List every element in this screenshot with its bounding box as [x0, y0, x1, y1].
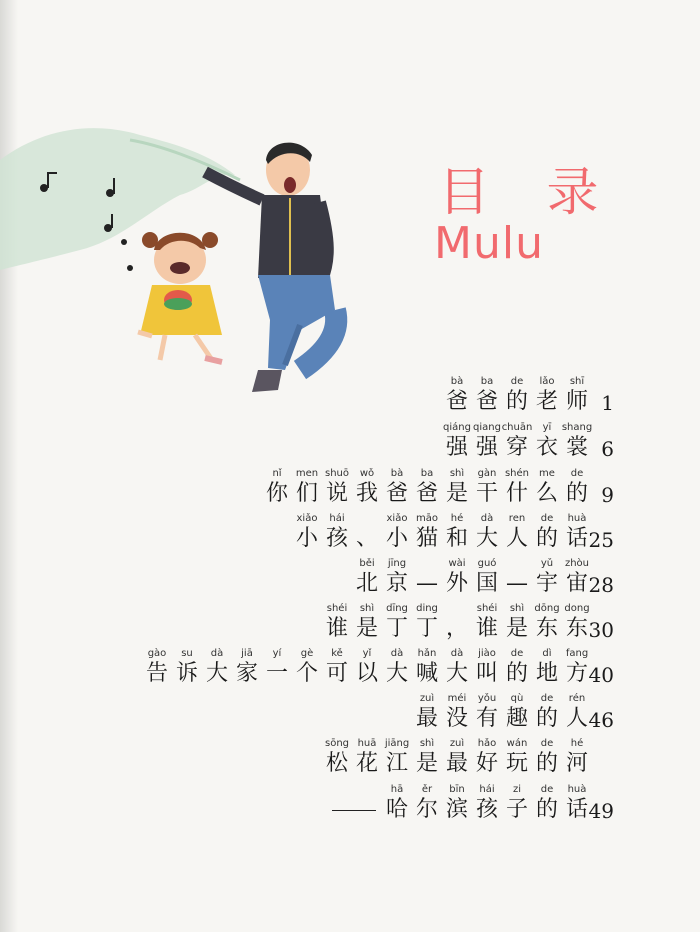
- character-with-pinyin: [352, 557, 382, 597]
- pinyin: kě: [331, 648, 343, 659]
- hanzi: 东: [535, 616, 558, 641]
- pinyin: dà: [390, 648, 404, 659]
- pinyin: de: [570, 468, 584, 479]
- character-with-pinyin: [322, 512, 352, 552]
- character-with-pinyin: [442, 647, 472, 687]
- toc-entry[interactable]: [292, 512, 592, 552]
- pinyin: bà: [450, 376, 464, 387]
- toc-page-number: 6: [601, 437, 614, 461]
- toc-entry[interactable]: [352, 557, 592, 597]
- character-with-pinyin: [322, 647, 352, 687]
- character-with-pinyin: [442, 737, 472, 777]
- hanzi: 大: [385, 661, 408, 686]
- hanzi: 宇: [535, 571, 558, 596]
- character-with-pinyin: [442, 602, 472, 642]
- hanzi: 滨: [445, 797, 468, 822]
- hanzi: 告: [145, 661, 168, 686]
- pinyin: wán: [506, 738, 528, 749]
- hanzi: 你: [265, 481, 288, 506]
- hanzi: 没: [445, 706, 468, 731]
- hanzi: 穿: [505, 435, 528, 460]
- pinyin: huà: [567, 513, 587, 524]
- character-with-pinyin: [532, 737, 562, 777]
- hanzi: 丁: [385, 616, 408, 641]
- character-with-pinyin: [502, 467, 532, 507]
- pinyin: huà: [567, 784, 587, 795]
- pinyin: rén: [568, 693, 586, 704]
- hanzi: 花: [355, 751, 378, 776]
- character-with-pinyin: [472, 467, 502, 507]
- toc-page-number: 46: [588, 708, 614, 732]
- pinyin: yǒu: [477, 693, 497, 704]
- pinyin: jiào: [478, 648, 496, 659]
- pinyin: de: [540, 513, 554, 524]
- toc-entry-title: [322, 602, 592, 642]
- hanzi: 河: [565, 751, 588, 776]
- toc-entry[interactable]: [322, 737, 592, 777]
- character-with-pinyin: [382, 602, 412, 642]
- hanzi: 人: [505, 526, 528, 551]
- character-with-pinyin: [382, 512, 412, 552]
- hanzi: 子: [505, 797, 528, 822]
- character-with-pinyin: [442, 421, 472, 461]
- character-with-pinyin: [532, 512, 562, 552]
- hanzi: 强: [475, 435, 498, 460]
- dash-divider: [332, 810, 376, 811]
- hanzi: 方: [565, 661, 588, 686]
- character-with-pinyin: [382, 737, 412, 777]
- hanzi: 们: [295, 481, 318, 506]
- character-with-pinyin: [382, 557, 412, 597]
- character-with-pinyin: [502, 647, 532, 687]
- pinyin: wài: [448, 558, 466, 569]
- pinyin: zuì: [449, 738, 465, 749]
- toc-entry-title: [322, 737, 592, 777]
- character-with-pinyin: [502, 512, 532, 552]
- hanzi: 喊: [415, 661, 438, 686]
- pinyin: běi: [359, 558, 375, 569]
- hanzi: 什: [505, 481, 528, 506]
- character-with-pinyin: [472, 692, 502, 732]
- hanzi: 个: [295, 661, 318, 686]
- pinyin: hái: [329, 513, 345, 524]
- pinyin: huā: [357, 738, 377, 749]
- toc-entry[interactable]: [322, 602, 592, 642]
- toc-entry[interactable]: [142, 647, 592, 687]
- page-title-pinyin: Mulu: [434, 218, 544, 269]
- pinyin: māo: [416, 513, 438, 524]
- toc-page-number: 1: [601, 391, 614, 415]
- character-with-pinyin: [502, 737, 532, 777]
- hanzi: 爸: [415, 481, 438, 506]
- toc-entry-title: [352, 557, 592, 597]
- hanzi: 好: [475, 751, 498, 776]
- toc-page-number: 40: [588, 663, 614, 687]
- pinyin: yǔ: [540, 558, 554, 569]
- pinyin: shuō: [324, 468, 349, 479]
- toc-entry-title: [442, 375, 592, 415]
- pinyin: gào: [147, 648, 167, 659]
- character-with-pinyin: [532, 692, 562, 732]
- hanzi: 孩: [325, 526, 348, 551]
- character-with-pinyin: [532, 557, 562, 597]
- pinyin: de: [540, 784, 554, 795]
- pinyin: zuì: [419, 693, 435, 704]
- hanzi: 是: [505, 616, 528, 641]
- character-with-pinyin: [442, 375, 472, 415]
- hanzi: 东: [565, 616, 588, 641]
- hanzi: 是: [415, 751, 438, 776]
- pinyin: guó: [477, 558, 497, 569]
- hanzi: 猫: [415, 526, 438, 551]
- pinyin: ěr: [421, 784, 433, 795]
- pinyin: xiǎo: [296, 513, 318, 524]
- hanzi: 强: [445, 435, 468, 460]
- character-with-pinyin: [322, 602, 352, 642]
- character-with-pinyin: [262, 647, 292, 687]
- pinyin: de: [540, 738, 554, 749]
- hanzi: 话: [565, 797, 588, 822]
- pinyin: qiáng: [443, 422, 471, 433]
- pinyin: de: [510, 376, 524, 387]
- hanzi: 地: [535, 661, 558, 686]
- character-with-pinyin: [532, 647, 562, 687]
- hanzi: 尔: [415, 797, 438, 822]
- pinyin: méi: [447, 693, 467, 704]
- pinyin: shéi: [476, 603, 498, 614]
- character-with-pinyin: [442, 783, 472, 823]
- pinyin: wǒ: [359, 468, 375, 479]
- character-with-pinyin: [262, 467, 292, 507]
- pinyin: nǐ: [272, 468, 282, 479]
- toc-page-number: 49: [588, 799, 614, 823]
- pinyin: hé: [570, 738, 584, 749]
- character-with-pinyin: [352, 602, 382, 642]
- hanzi: 的: [535, 706, 558, 731]
- pinyin: dà: [480, 513, 494, 524]
- character-with-pinyin: [292, 512, 322, 552]
- pinyin: bà: [390, 468, 404, 479]
- pinyin: dì: [542, 648, 552, 659]
- character-with-pinyin: [472, 783, 502, 823]
- hanzi: 诉: [175, 661, 198, 686]
- character-with-pinyin: [352, 737, 382, 777]
- pinyin: shì: [419, 738, 435, 749]
- pinyin: de: [540, 693, 554, 704]
- singing-father-daughter-illustration: [0, 100, 360, 400]
- character-with-pinyin: [382, 647, 412, 687]
- hanzi: 国: [475, 571, 498, 596]
- pinyin: yī: [542, 422, 552, 433]
- character-with-pinyin: [322, 737, 352, 777]
- character-with-pinyin: [442, 692, 472, 732]
- father-figure: [205, 143, 336, 392]
- character-with-pinyin: [412, 602, 442, 642]
- toc-entry[interactable]: [332, 783, 592, 823]
- hanzi: —: [416, 571, 438, 596]
- hanzi: 京: [385, 571, 408, 596]
- hanzi: 我: [355, 481, 378, 506]
- hanzi: 北: [355, 571, 378, 596]
- hanzi: 衣: [535, 435, 558, 460]
- pinyin: jīng: [387, 558, 407, 569]
- character-with-pinyin: [472, 602, 502, 642]
- hanzi: 爸: [385, 481, 408, 506]
- hanzi: 小: [385, 526, 408, 551]
- character-with-pinyin: [142, 647, 172, 687]
- pinyin: bīn: [449, 784, 465, 795]
- pinyin: shì: [509, 603, 525, 614]
- hanzi: 宙: [565, 571, 588, 596]
- hanzi: 孩: [475, 797, 498, 822]
- character-with-pinyin: [562, 737, 592, 777]
- hanzi: 和: [445, 526, 468, 551]
- pinyin: ren: [508, 513, 526, 524]
- pinyin: ding: [416, 603, 438, 614]
- hanzi: 一: [265, 661, 288, 686]
- character-with-pinyin: [352, 467, 382, 507]
- toc-entry-title: [412, 692, 592, 732]
- hanzi: 小: [295, 526, 318, 551]
- character-with-pinyin: [502, 783, 532, 823]
- toc-page-number: 25: [588, 528, 614, 552]
- character-with-pinyin: [532, 375, 562, 415]
- pinyin: men: [295, 468, 319, 479]
- pinyin: dōng: [534, 603, 560, 614]
- character-with-pinyin: [412, 647, 442, 687]
- hanzi: 裳: [565, 435, 588, 460]
- character-with-pinyin: [322, 467, 352, 507]
- pinyin: fang: [565, 648, 589, 659]
- hanzi: 说: [325, 481, 348, 506]
- character-with-pinyin: [502, 602, 532, 642]
- character-with-pinyin: [442, 557, 472, 597]
- pinyin: dà: [210, 648, 224, 659]
- hanzi: 么: [535, 481, 558, 506]
- pinyin: ba: [480, 376, 494, 387]
- character-with-pinyin: [472, 557, 502, 597]
- pinyin: qiang: [473, 422, 501, 433]
- hanzi: 以: [355, 661, 378, 686]
- pinyin: shì: [449, 468, 465, 479]
- hanzi: 、: [355, 526, 378, 551]
- character-with-pinyin: [412, 467, 442, 507]
- pinyin: shéi: [326, 603, 348, 614]
- hanzi: 最: [415, 706, 438, 731]
- character-with-pinyin: [502, 557, 532, 597]
- pinyin: xiǎo: [386, 513, 408, 524]
- pinyin: hái: [479, 784, 495, 795]
- hanzi: 的: [505, 661, 528, 686]
- pinyin: ba: [420, 468, 434, 479]
- pinyin: shī: [569, 376, 585, 387]
- pinyin: yǐ: [362, 648, 372, 659]
- hanzi: 家: [235, 661, 258, 686]
- toc-entry[interactable]: [412, 692, 592, 732]
- pinyin: shén: [504, 468, 530, 479]
- character-with-pinyin: [442, 512, 472, 552]
- toc-entry-title: [142, 647, 592, 687]
- hanzi: 的: [535, 751, 558, 776]
- pinyin: qù: [510, 693, 524, 704]
- character-with-pinyin: [292, 467, 322, 507]
- pinyin: hǎo: [477, 738, 497, 749]
- pinyin: lǎo: [539, 376, 555, 387]
- pinyin: chuān: [501, 422, 533, 433]
- character-with-pinyin: [412, 783, 442, 823]
- hanzi: 的: [565, 481, 588, 506]
- toc-entry-title: [382, 783, 592, 823]
- character-with-pinyin: [412, 692, 442, 732]
- character-with-pinyin: [382, 783, 412, 823]
- character-with-pinyin: [232, 647, 262, 687]
- character-with-pinyin: [502, 421, 532, 461]
- pinyin: shang: [561, 422, 593, 433]
- page-title-chinese: 目 录: [438, 163, 619, 223]
- pinyin: dà: [450, 648, 464, 659]
- hanzi: 可: [325, 661, 348, 686]
- hanzi: 江: [385, 751, 408, 776]
- pinyin: gè: [300, 648, 314, 659]
- character-with-pinyin: [382, 467, 412, 507]
- pinyin: hé: [450, 513, 464, 524]
- hanzi: 大: [445, 661, 468, 686]
- pinyin: dong: [564, 603, 590, 614]
- pinyin: hā: [390, 784, 404, 795]
- toc-page-number: 30: [588, 618, 614, 642]
- character-with-pinyin: [502, 692, 532, 732]
- hanzi: 谁: [475, 616, 498, 641]
- pinyin: yí: [272, 648, 282, 659]
- toc-entry-title: [292, 512, 592, 552]
- hanzi: ，: [445, 616, 468, 641]
- hanzi: 的: [535, 797, 558, 822]
- hanzi: 松: [325, 751, 348, 776]
- pinyin: su: [181, 648, 193, 659]
- hanzi: 外: [445, 571, 468, 596]
- character-with-pinyin: [292, 647, 322, 687]
- hanzi: 干: [475, 481, 498, 506]
- character-with-pinyin: [412, 557, 442, 597]
- character-with-pinyin: [172, 647, 202, 687]
- character-with-pinyin: [502, 375, 532, 415]
- character-with-pinyin: [532, 602, 562, 642]
- hanzi: 是: [445, 481, 468, 506]
- hanzi: 大: [205, 661, 228, 686]
- hanzi: —: [506, 571, 528, 596]
- pinyin: shì: [359, 603, 375, 614]
- hanzi: 玩: [505, 751, 528, 776]
- hanzi: 哈: [385, 797, 408, 822]
- pinyin: gàn: [477, 468, 497, 479]
- hanzi: 师: [565, 389, 588, 414]
- hanzi: 谁: [325, 616, 348, 641]
- character-with-pinyin: [442, 467, 472, 507]
- character-with-pinyin: [532, 421, 562, 461]
- character-with-pinyin: [472, 421, 502, 461]
- toc-page-number: 28: [588, 573, 614, 597]
- pinyin: me: [539, 468, 555, 479]
- hanzi: 人: [565, 706, 588, 731]
- hanzi: 趣: [505, 706, 528, 731]
- toc-entry-title: [442, 421, 592, 461]
- hanzi: 的: [505, 389, 528, 414]
- character-with-pinyin: [412, 512, 442, 552]
- toc-page-number: 9: [601, 483, 614, 507]
- pinyin: zhòu: [564, 558, 590, 569]
- hanzi: 话: [565, 526, 588, 551]
- hanzi: 是: [355, 616, 378, 641]
- toc-entry[interactable]: [442, 421, 592, 461]
- pinyin: hǎn: [417, 648, 437, 659]
- hanzi: 老: [535, 389, 558, 414]
- hanzi: 爸: [475, 389, 498, 414]
- pinyin: zi: [512, 784, 522, 795]
- character-with-pinyin: [532, 783, 562, 823]
- character-with-pinyin: [352, 647, 382, 687]
- hanzi: 爸: [445, 389, 468, 414]
- hanzi: 最: [445, 751, 468, 776]
- girl-figure: [138, 232, 222, 362]
- character-with-pinyin: [352, 512, 382, 552]
- character-with-pinyin: [202, 647, 232, 687]
- character-with-pinyin: [472, 647, 502, 687]
- hanzi: 丁: [415, 616, 438, 641]
- pinyin: jiā: [241, 648, 253, 659]
- hanzi: 有: [475, 706, 498, 731]
- hanzi: 叫: [475, 661, 498, 686]
- character-with-pinyin: [472, 512, 502, 552]
- character-with-pinyin: [412, 737, 442, 777]
- hanzi: 大: [475, 526, 498, 551]
- hanzi: 的: [535, 526, 558, 551]
- toc-entry-title: [262, 467, 592, 507]
- pinyin: de: [510, 648, 524, 659]
- character-with-pinyin: [532, 467, 562, 507]
- pinyin: dīng: [386, 603, 408, 614]
- toc-entry[interactable]: [262, 467, 592, 507]
- pinyin: sōng: [324, 738, 349, 749]
- pinyin: jiāng: [384, 738, 410, 749]
- character-with-pinyin: [472, 375, 502, 415]
- character-with-pinyin: [472, 737, 502, 777]
- toc-entry[interactable]: [442, 375, 592, 415]
